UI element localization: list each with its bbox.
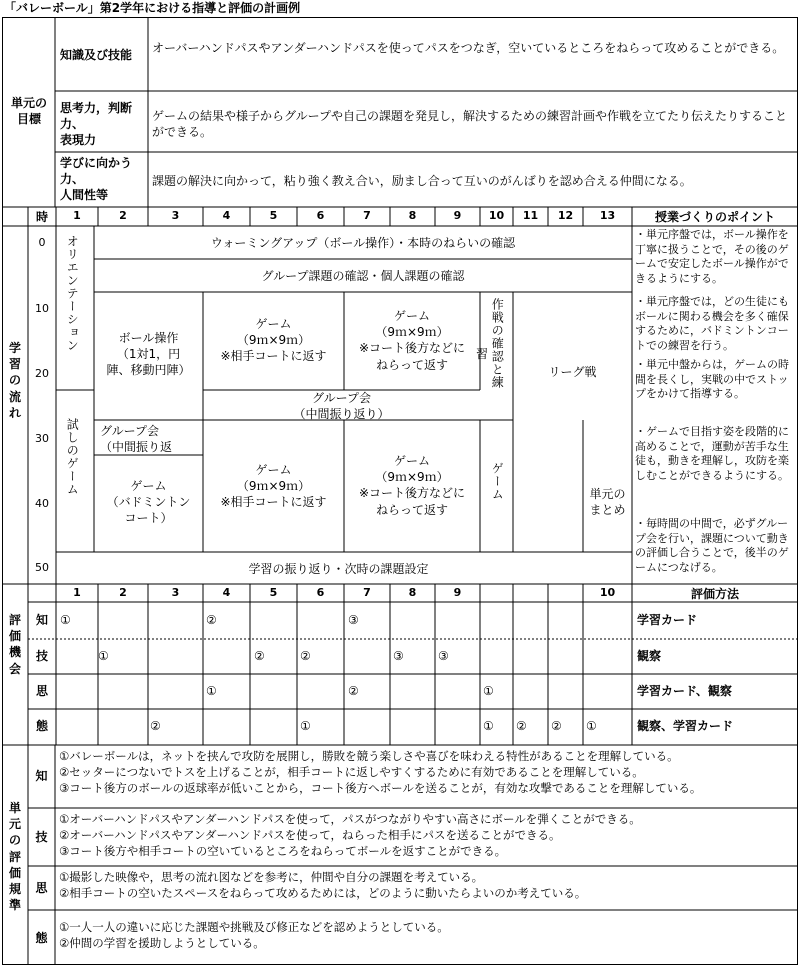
- eval-method-knowledge: 学習カード: [637, 613, 698, 627]
- lesson-point-1: ・単元序盤では，ボール操作を丁寧に扱うことで，その後のゲームで安定したボール操作ができるようにする。: [635, 228, 789, 285]
- hour-header-11: 11: [522, 209, 539, 222]
- eval-mark: ②: [516, 719, 527, 733]
- evaluation-opportunity-label: 評 価 機 会: [8, 613, 21, 676]
- minute-30: 30: [35, 432, 49, 445]
- hour-header-4: 4: [222, 209, 231, 222]
- hour-header-5: 5: [269, 209, 278, 222]
- hour-header-13: 13: [599, 209, 616, 222]
- criteria-label-thinking: 思: [35, 881, 48, 895]
- criteria-text-thinking: ①撮影した映像や，思考の流れ図などを参考に，仲間や自分の課題を考えている。 ②相手コートの空いたスペースをねらって攻めるためには，どのように動いたらよいのか考えている。: [59, 870, 587, 901]
- hour-header-9: 9: [453, 209, 462, 222]
- eval-mark: ②: [150, 719, 161, 733]
- goal-text-thinking: ゲームの結果や様子からグループや自己の課題を発見し，解決するための練習計画や作戦を立てたり伝えたりすることができる。: [152, 109, 788, 140]
- eval-mark: ③: [348, 613, 359, 627]
- eval-col-1: 1: [73, 586, 81, 599]
- league-block: リーグ戦: [548, 365, 597, 379]
- eval-mark: ②: [206, 613, 217, 627]
- criteria-label-skill: 技: [35, 830, 48, 844]
- criteria-text-attitude: ①一人一人の違いに応じた課題や挑戦及び修正などを認めようとしている。 ②仲間の学習を援助しようとしている。: [59, 920, 449, 951]
- eval-mark: ①: [206, 684, 217, 698]
- minute-40: 40: [35, 497, 49, 510]
- eval-col-2: 2: [119, 586, 127, 599]
- eval-row-label-knowledge: 知: [35, 613, 48, 627]
- hour-header-8: 8: [408, 209, 417, 222]
- game-block-lower-2: ゲーム （9ｍ×9ｍ） ※コート後方などに ねらって返す: [358, 454, 466, 517]
- hour-header-6: 6: [316, 209, 325, 222]
- eval-row-label-attitude: 態: [35, 719, 48, 733]
- group-meeting-block: グループ会 （中間振り返: [100, 424, 173, 455]
- eval-col-3: 3: [171, 586, 180, 599]
- eval-col-5: 5: [269, 586, 278, 599]
- eval-col-10: 10: [599, 586, 616, 599]
- lesson-point-4: ・ゲームで目指す姿を段階的に高めることで，運動が苦手な生徒も，動きを理解し，攻防を楽しむことができるようにする。: [635, 425, 789, 482]
- criteria-label-attitude: 態: [35, 931, 48, 945]
- game-block-upper-1: ゲーム （9ｍ×9ｍ） ※相手コートに返す: [220, 317, 327, 364]
- unit-goals-label: 単元の 目標: [10, 96, 47, 127]
- eval-mark: ③: [393, 649, 404, 663]
- hour-header-10: 10: [488, 209, 505, 222]
- minute-50: 50: [35, 561, 49, 574]
- lesson-point-5: ・毎時間の中間で，必ずグループ会を行い，課題について動きの評価し合うことで，後半のゲームにつなげる。: [635, 517, 789, 574]
- eval-mark: ①: [483, 719, 494, 733]
- badminton-game-block: ゲーム （バドミントン コート）: [106, 479, 191, 526]
- eval-mark: ③: [438, 649, 449, 663]
- eval-mark: ①: [300, 719, 311, 733]
- eval-mark: ②: [551, 719, 562, 733]
- goal-category-attitude: 学びに向かう力、 人間性等: [60, 156, 133, 203]
- lesson-point-3: ・単元中盤からは，ゲームの時間を長くし，実戦の中でストップをかけて指導する。: [635, 358, 789, 401]
- hour-header-1: 1: [73, 209, 81, 222]
- evaluation-method-header: 評価方法: [690, 587, 739, 601]
- orientation-block: オリエンテーション: [65, 235, 80, 352]
- ball-handling-block: ボール操作 （1対1，円 陣、移動円陣）: [106, 331, 191, 378]
- mid-group-meeting-block: グループ会 （中間振り返り）: [293, 391, 390, 422]
- game-block-lower-1: ゲーム （9ｍ×9ｍ） ※相手コートに返す: [220, 463, 327, 510]
- tactics-practice-block: 作戦の確認と練: [490, 298, 505, 389]
- goal-category-thinking: 思考力，判断力、 表現力: [60, 101, 133, 148]
- minute-20: 20: [35, 367, 49, 380]
- criteria-text-knowledge: ①バレーボールは，ネットを挟んで攻防を展開し，勝敗を競う楽しさや喜びを味わえる特性があることを理解している。 ②セッターにつないでトスを上げることが，相手コートに返しやすくするために有効であることを理解している。 ③コート後方のボールの返球率が低いことから，コート後方へボールを送ることが，有効な攻撃であることを理解している。: [59, 749, 702, 796]
- eval-method-skill: 観察: [637, 649, 662, 663]
- minute-0: 0: [38, 236, 46, 249]
- trial-game-block: 試しのゲーム: [65, 418, 80, 496]
- game-block-upper-2: ゲーム （9ｍ×9ｍ） ※コート後方などに ねらって返す: [358, 309, 466, 372]
- eval-mark: ①: [60, 613, 71, 627]
- goal-text-attitude: 課題の解決に向かって，粘り強く教え合い，励まし合って互いのがんばりを認め合える仲間になる。: [152, 174, 692, 188]
- eval-mark: ①: [586, 719, 597, 733]
- eval-col-6: 6: [316, 586, 325, 599]
- eval-mark: ②: [348, 684, 359, 698]
- goal-text-knowledge: オーバーハンドパスやアンダーハンドパスを使ってパスをつなぎ，空いているところをねらって攻めることができる。: [152, 41, 785, 55]
- unit-evaluation-criteria-label: 単 元 の 評 価 規 準: [8, 801, 21, 913]
- eval-method-thinking: 学習カード、観察: [637, 684, 732, 698]
- hour-header-3: 3: [171, 209, 180, 222]
- eval-mark: ②: [254, 649, 265, 663]
- eval-col-7: 7: [363, 586, 371, 599]
- learning-flow-label: 学 習 の 流 れ: [8, 341, 21, 420]
- eval-mark: ①: [98, 649, 109, 663]
- eval-mark: ②: [300, 649, 311, 663]
- criteria-label-knowledge: 知: [35, 769, 48, 783]
- practice-char: 習: [476, 347, 489, 361]
- eval-col-8: 8: [408, 586, 417, 599]
- eval-row-label-thinking: 思: [35, 684, 48, 698]
- lesson-point-2: ・単元序盤では，どの生徒にもボールに関わる機会を多く確保するために，バドミントンコートでの練習を行う。: [635, 295, 789, 352]
- document-title: 「バレーボール」第2学年における指導と評価の計画例: [4, 1, 301, 15]
- lesson-points-header: 授業づくりのポイント: [654, 210, 775, 224]
- eval-col-4: 4: [222, 586, 231, 599]
- criteria-text-skill: ①オーバーハンドパスやアンダーハンドパスを使って，パスがつながりやすい高さにボールを弾くことができる。 ②オーバーハンドパスやアンダーハンドパスを使って，ねらった相手にパスを送ることができる。 ③コート後方や相手コートの空いているところをねらってボールを返すことができる。: [59, 812, 641, 859]
- hour-header-7: 7: [363, 209, 371, 222]
- group-task-block: グループ課題の確認・個人課題の確認: [261, 269, 465, 283]
- hour-header-2: 2: [119, 209, 127, 222]
- eval-mark: ①: [483, 684, 494, 698]
- time-header: 時: [35, 210, 48, 224]
- eval-col-9: 9: [453, 586, 462, 599]
- minute-10: 10: [35, 302, 49, 315]
- goal-category-knowledge: 知識及び技能: [60, 48, 133, 62]
- game-block-10: ゲーム: [490, 462, 505, 501]
- eval-row-label-skill: 技: [35, 649, 48, 663]
- reflection-block: 学習の振り返り・次時の課題設定: [248, 562, 429, 576]
- warmup-block: ウォーミングアップ（ボール操作）・本時のねらいの確認: [210, 236, 516, 250]
- unit-summary-block: 単元の まとめ: [589, 487, 626, 518]
- eval-method-attitude: 観察、学習カード: [637, 719, 734, 733]
- hour-header-12: 12: [557, 209, 574, 222]
